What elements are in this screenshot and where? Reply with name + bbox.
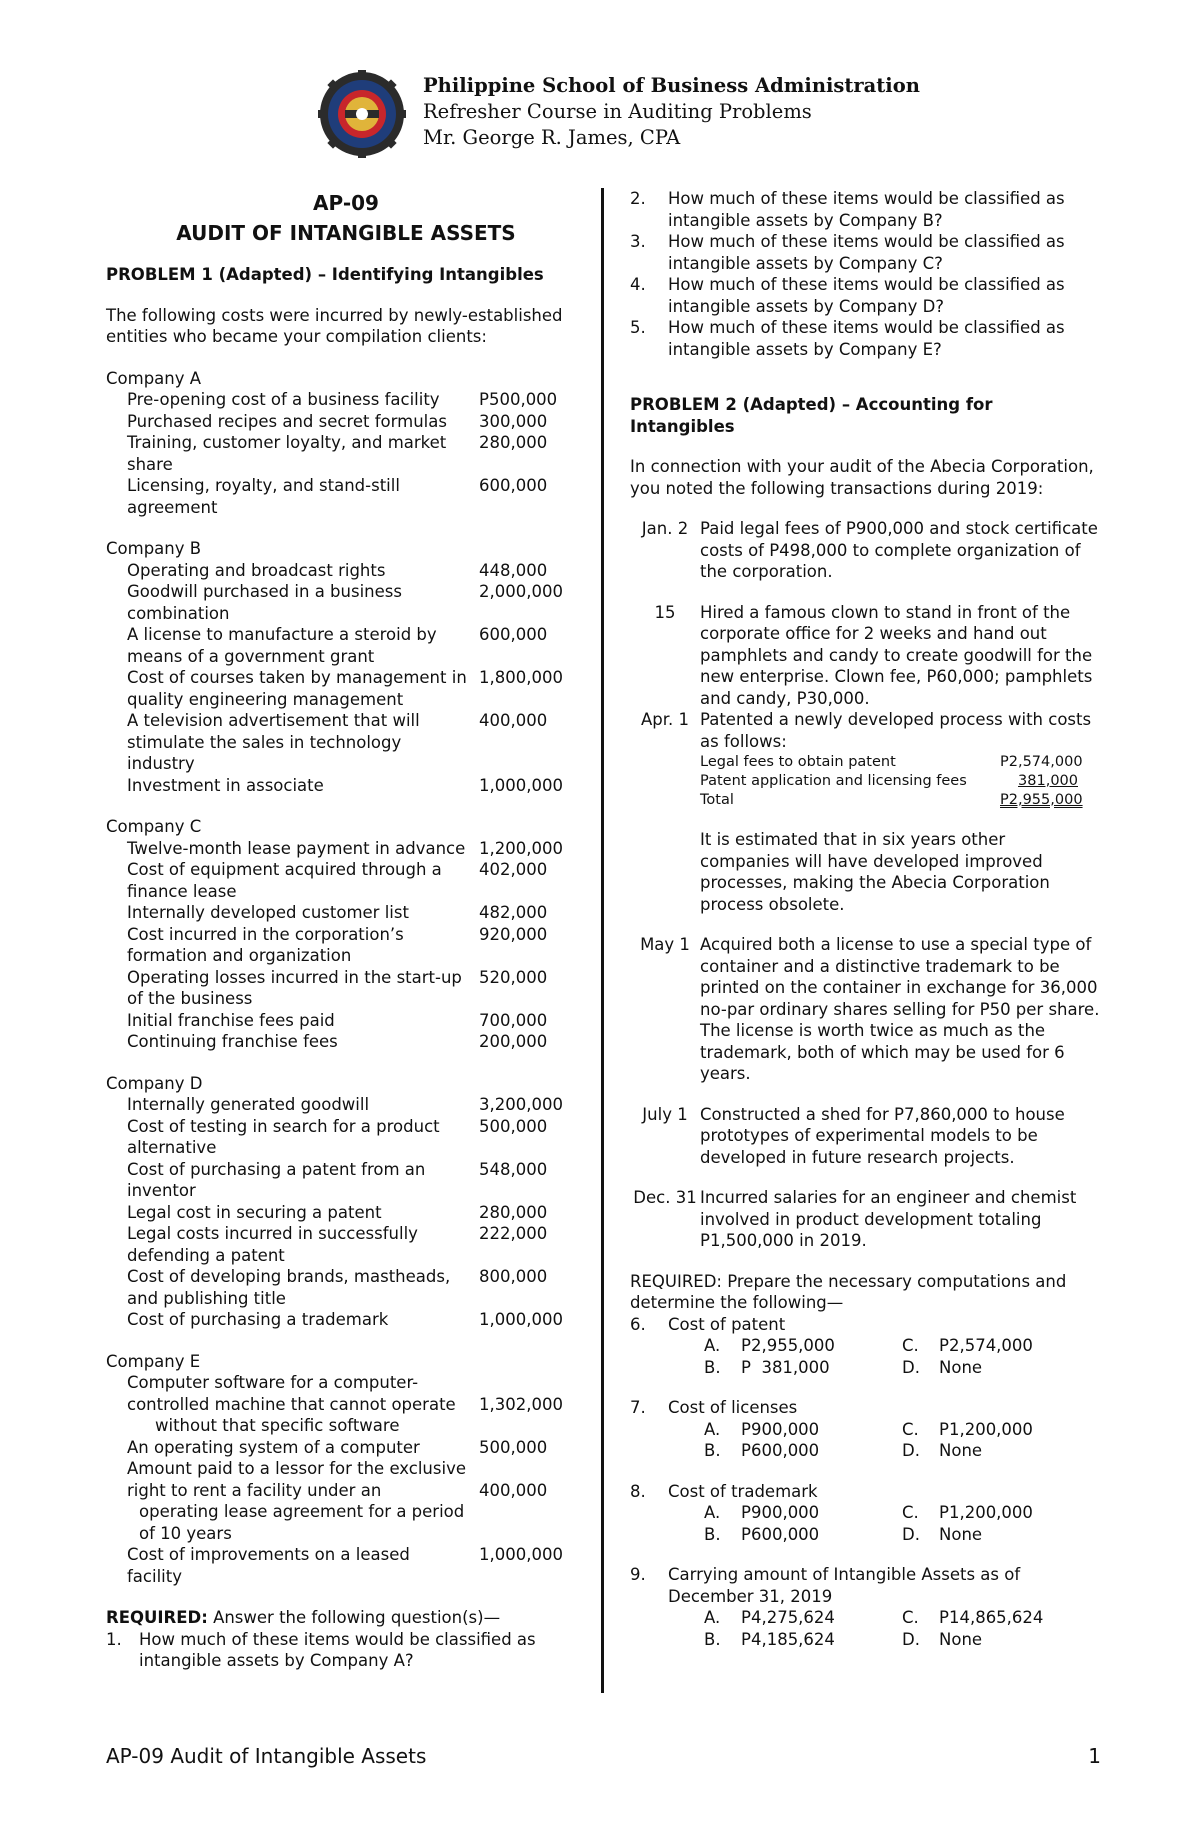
cost-desc xyxy=(127,1458,479,1544)
answer-choices xyxy=(630,1419,1100,1462)
cost-item xyxy=(106,1094,586,1116)
cost-desc-line: without that specific software xyxy=(155,1416,400,1435)
transaction-date: July 1 xyxy=(642,1104,688,1124)
answer-choices xyxy=(630,1502,1100,1545)
left-column xyxy=(106,188,586,1672)
transaction xyxy=(630,1104,1100,1169)
company-c-section xyxy=(106,816,586,1053)
question-number: 8. xyxy=(630,1481,646,1501)
cost-desc: Legal cost in securing a patent xyxy=(127,1202,382,1222)
cost-desc: Legal costs incurred in successfully defending a patent xyxy=(127,1224,418,1265)
company-name: Company C xyxy=(106,817,202,836)
cost-item xyxy=(106,1266,586,1309)
cost-item xyxy=(106,560,586,582)
question xyxy=(630,231,1100,274)
transaction-body xyxy=(700,709,1100,915)
transaction xyxy=(630,518,1100,583)
cost-amount: 222,000 xyxy=(479,1224,548,1243)
cost-item xyxy=(106,1437,586,1459)
cost-amount: 700,000 xyxy=(479,1010,548,1030)
cost-desc: Initial franchise fees paid xyxy=(127,1010,335,1030)
cost-desc: A license to manufacture a steroid by means of a government grant xyxy=(127,625,437,666)
transaction-text: Hired a famous clown to stand in front of the corporate office for 2 weeks and hand out pamphlets and candy to create goodwill for the new enterprise. Clown fee, P60,000; pamphlets and candy, P30,000. xyxy=(700,602,1093,708)
cost-amount: 800,000 xyxy=(479,1267,548,1286)
transaction xyxy=(630,1187,1100,1252)
cost-item xyxy=(106,1223,586,1266)
cost-amount: 1,000,000 xyxy=(479,1310,563,1329)
mcq-question xyxy=(630,1564,1100,1650)
mcq-question xyxy=(630,1314,1100,1379)
cost-desc: Licensing, royalty, and stand-still agreement xyxy=(127,476,400,517)
question-number: 6. xyxy=(630,1314,646,1334)
cost-desc-line: operating lease agreement for a period of 10 years xyxy=(139,1502,465,1543)
question xyxy=(630,317,1100,360)
cost-amount: 600,000 xyxy=(479,476,548,495)
cost-desc: Cost of purchasing a trademark xyxy=(127,1310,389,1329)
patent-value: P2,574,000 xyxy=(1000,754,1083,770)
question-text: How much of these items would be classified as intangible assets by Company B? xyxy=(668,189,1065,230)
course-name: Refresher Course in Auditing Problems xyxy=(423,100,812,123)
cost-item xyxy=(106,1159,586,1202)
cost-item xyxy=(106,475,586,518)
choice-b: B. P600,000 xyxy=(704,1441,820,1460)
required-label: REQUIRED: xyxy=(106,1608,208,1627)
company-b-section xyxy=(106,538,586,796)
page-number: 1 xyxy=(1088,1744,1101,1768)
cost-desc xyxy=(127,1372,479,1437)
page-footer xyxy=(106,1746,1101,1768)
cost-item xyxy=(106,838,586,860)
cost-item xyxy=(106,924,586,967)
patent-row xyxy=(700,791,1100,810)
cost-desc: Continuing franchise fees xyxy=(127,1032,338,1051)
company-name: Company D xyxy=(106,1073,203,1093)
problem-2-required: REQUIRED: Prepare the necessary computations and determine the following— xyxy=(630,1271,1067,1312)
question xyxy=(630,188,1100,231)
document-code: AP-09 xyxy=(313,191,379,215)
cost-amount: 1,000,000 xyxy=(479,1545,563,1564)
question-number: 5. xyxy=(630,318,646,337)
cost-desc: Cost of improvements on a leased facility xyxy=(127,1545,410,1586)
question-number: 1. xyxy=(106,1629,122,1649)
choice-a: A. P2,955,000 xyxy=(704,1336,835,1355)
cost-amount: 920,000 xyxy=(479,924,548,944)
choice-a: A. P900,000 xyxy=(704,1503,820,1522)
cost-desc-line: controlled machine that cannot operate xyxy=(127,1394,456,1414)
cost-amount: 1,000,000 xyxy=(479,775,563,795)
cost-desc: Internally generated goodwill xyxy=(127,1095,370,1114)
school-seal-logo xyxy=(318,70,406,158)
cost-item xyxy=(106,1309,586,1331)
cost-desc: Operating losses incurred in the start-up of the business xyxy=(127,967,462,1008)
question-text: Carrying amount of Intangible Assets as of December 31, 2019 xyxy=(668,1565,1021,1606)
patent-value: P2,955,000 xyxy=(1000,792,1083,808)
cost-amount: 448,000 xyxy=(479,560,548,580)
column-divider xyxy=(601,188,604,1693)
cost-desc: Cost of equipment acquired through a finance lease xyxy=(127,860,442,901)
cost-desc-line: Computer software for a computer- xyxy=(127,1373,419,1392)
question-text: Cost of patent xyxy=(668,1314,786,1334)
question xyxy=(630,1564,1100,1607)
company-name: Company B xyxy=(106,539,202,558)
answer-choices xyxy=(630,1607,1100,1650)
cost-amount: 600,000 xyxy=(479,625,548,644)
question-text: How much of these items would be classified as intangible assets by Company C? xyxy=(668,232,1065,273)
cost-item xyxy=(106,967,586,1010)
cost-item xyxy=(106,859,586,902)
cost-item xyxy=(106,411,586,433)
question-text: Cost of trademark xyxy=(668,1481,818,1501)
cost-amount: 500,000 xyxy=(479,1437,548,1457)
cost-desc-line: Amount paid to a lessor for the exclusive xyxy=(127,1459,466,1478)
transaction-text: Acquired both a license to use a special type of container and a distinctive trademark to be printed on the container in exchange for 36,000 no-par ordinary shares selling for P50 per share. The license is worth twice as much as the trademark, both of which may be used for 6 years. xyxy=(700,935,1100,1083)
cost-item xyxy=(106,1010,586,1032)
cost-desc: An operating system of a computer xyxy=(127,1437,420,1457)
cost-amount: 2,000,000 xyxy=(479,582,563,601)
cost-desc: Cost of developing brands, mastheads, and publishing title xyxy=(127,1267,451,1308)
cost-item xyxy=(106,389,586,411)
document-title: AUDIT OF INTANGIBLE ASSETS xyxy=(176,221,516,245)
cost-desc: Cost of purchasing a patent from an inventor xyxy=(127,1159,426,1200)
cost-desc: Purchased recipes and secret formulas xyxy=(127,411,447,431)
question-text: How much of these items would be classified as intangible assets by Company D? xyxy=(668,275,1065,316)
choice-b: B. P600,000 xyxy=(704,1524,820,1544)
patent-value: 381,000 xyxy=(1018,773,1078,789)
cost-item xyxy=(106,710,586,775)
cost-desc: Pre-opening cost of a business facility xyxy=(127,390,440,409)
cost-amount: 402,000 xyxy=(479,860,548,879)
school-name: Philippine School of Business Administration xyxy=(423,74,920,97)
cost-desc: Investment in associate xyxy=(127,775,324,795)
transaction-date: Apr. 1 xyxy=(640,710,690,729)
cost-amount: 482,000 xyxy=(479,903,548,922)
cost-amount: 3,200,000 xyxy=(479,1095,563,1114)
cost-item xyxy=(106,1031,586,1053)
patent-label: Patent application and licensing fees xyxy=(700,773,967,789)
footer-title: AP-09 Audit of Intangible Assets xyxy=(106,1744,427,1768)
cost-item xyxy=(106,432,586,475)
cost-amount: 280,000 xyxy=(479,1202,548,1222)
choice-b: B. P4,185,624 xyxy=(704,1629,835,1649)
transaction-text: Paid legal fees of P900,000 and stock certificate costs of P498,000 to complete organization of the corporation. xyxy=(700,519,1098,581)
cost-amount: 200,000 xyxy=(479,1032,548,1051)
cost-amount: P500,000 xyxy=(479,390,558,409)
patent-label: Total xyxy=(700,792,734,808)
mcq-question xyxy=(630,1397,1100,1462)
problem-1-required xyxy=(106,1607,586,1629)
document-header xyxy=(318,70,1118,170)
question-number: 7. xyxy=(630,1398,646,1417)
transaction-text: Incurred salaries for an engineer and chemist involved in product development totaling P1,500,000 in 2019. xyxy=(700,1188,1077,1250)
cost-amount: 548,000 xyxy=(479,1159,548,1179)
cost-amount: 1,800,000 xyxy=(479,668,563,687)
question-number: 9. xyxy=(630,1565,646,1584)
cost-item xyxy=(106,667,586,710)
choice-a: A. P4,275,624 xyxy=(704,1608,835,1627)
cost-desc: Internally developed customer list xyxy=(127,903,409,922)
right-column xyxy=(630,188,1100,1650)
company-d-section xyxy=(106,1073,586,1331)
choice-c: C. P1,200,000 xyxy=(902,1503,1033,1522)
transaction xyxy=(630,709,1100,915)
answer-choices xyxy=(630,1335,1100,1378)
required-text: Answer the following question(s)— xyxy=(213,1608,501,1627)
question xyxy=(630,1314,1100,1336)
cost-item xyxy=(106,1116,586,1159)
problem-2-title: PROBLEM 2 (Adapted) – Accounting for Intangibles xyxy=(630,395,993,436)
question xyxy=(630,274,1100,317)
cost-amount: 1,200,000 xyxy=(479,838,563,858)
patent-cost-table xyxy=(700,753,1100,810)
problem-1-title: PROBLEM 1 (Adapted) – Identifying Intangibles xyxy=(106,265,544,284)
instructor-name: Mr. George R. James, CPA xyxy=(423,126,681,149)
question xyxy=(106,1629,586,1672)
problem-1-intro: The following costs were incurred by newly-established entities who became your compilation clients: xyxy=(106,305,563,346)
question xyxy=(630,1397,1100,1419)
company-a-section xyxy=(106,368,586,519)
cost-amount: 500,000 xyxy=(479,1116,548,1136)
cost-amount: 400,000 xyxy=(479,1480,548,1500)
choice-d: D. None xyxy=(902,1524,983,1544)
company-name: Company E xyxy=(106,1351,201,1371)
patent-row xyxy=(700,772,1100,791)
cost-desc: Twelve-month lease payment in advance xyxy=(127,838,466,858)
company-e-section xyxy=(106,1351,586,1588)
transaction xyxy=(630,934,1100,1085)
cost-desc: Cost of courses taken by management in quality engineering management xyxy=(127,668,467,709)
choice-b: B. P 381,000 xyxy=(704,1357,830,1377)
question-number: 2. xyxy=(630,189,646,208)
cost-desc: Cost of testing in search for a product alternative xyxy=(127,1116,440,1157)
cost-item xyxy=(106,1202,586,1224)
question-text: Cost of licenses xyxy=(668,1398,798,1417)
problem-2-intro: In connection with your audit of the Abecia Corporation, you noted the following transactions during 2019: xyxy=(630,457,1094,498)
cost-desc: Operating and broadcast rights xyxy=(127,560,386,580)
mcq-question xyxy=(630,1481,1100,1546)
cost-item xyxy=(106,775,586,797)
cost-desc: Cost incurred in the corporation’s formation and organization xyxy=(127,924,404,965)
choice-c: C. P1,200,000 xyxy=(902,1419,1033,1439)
transaction-text: Patented a newly developed process with costs as follows: xyxy=(700,710,1092,751)
company-name: Company A xyxy=(106,368,202,388)
cost-item xyxy=(106,902,586,924)
transaction-date: Dec. 31 xyxy=(633,1188,697,1207)
transaction-date: Jan. 2 xyxy=(641,519,689,538)
cost-amount: 1,302,000 xyxy=(479,1394,563,1414)
choice-c: C. P2,574,000 xyxy=(902,1336,1033,1355)
cost-item xyxy=(106,1544,586,1587)
cost-amount: 300,000 xyxy=(479,411,548,431)
choice-c: C. P14,865,624 xyxy=(902,1608,1044,1627)
transaction-date: 15 xyxy=(654,602,676,622)
cost-item xyxy=(106,581,586,624)
cost-desc: Training, customer loyalty, and market share xyxy=(127,433,447,474)
cost-item xyxy=(106,624,586,667)
question-number: 4. xyxy=(630,275,646,294)
transaction xyxy=(630,602,1100,710)
choice-d: D. None xyxy=(902,1357,983,1377)
choice-d: D. None xyxy=(902,1441,983,1460)
question-text: How much of these items would be classified as intangible assets by Company E? xyxy=(668,318,1065,359)
cost-amount: 280,000 xyxy=(479,433,548,452)
choice-a: A. P900,000 xyxy=(704,1419,820,1439)
cost-desc: A television advertisement that will stimulate the sales in technology industry xyxy=(127,711,420,773)
choice-d: D. None xyxy=(902,1629,983,1649)
cost-item xyxy=(106,1458,586,1544)
question-number: 3. xyxy=(630,232,646,251)
cost-item xyxy=(106,1372,586,1437)
cost-amount: 520,000 xyxy=(479,967,548,987)
patent-label: Legal fees to obtain patent xyxy=(700,754,896,770)
question-text: How much of these items would be classified as intangible assets by Company A? xyxy=(139,1629,536,1670)
patent-row xyxy=(700,753,1100,772)
question xyxy=(630,1481,1100,1503)
transaction-text: Constructed a shed for P7,860,000 to house prototypes of experimental models to be developed in future research projects. xyxy=(700,1104,1065,1167)
cost-desc-line: right to rent a facility under an xyxy=(127,1480,382,1500)
cost-amount: 400,000 xyxy=(479,711,548,730)
transaction-date: May 1 xyxy=(640,935,690,954)
cost-desc: Goodwill purchased in a business combination xyxy=(127,582,402,623)
transaction-note: It is estimated that in six years other companies will have developed improved processes, making the Abecia Corporation process obsolete. xyxy=(700,830,1050,914)
